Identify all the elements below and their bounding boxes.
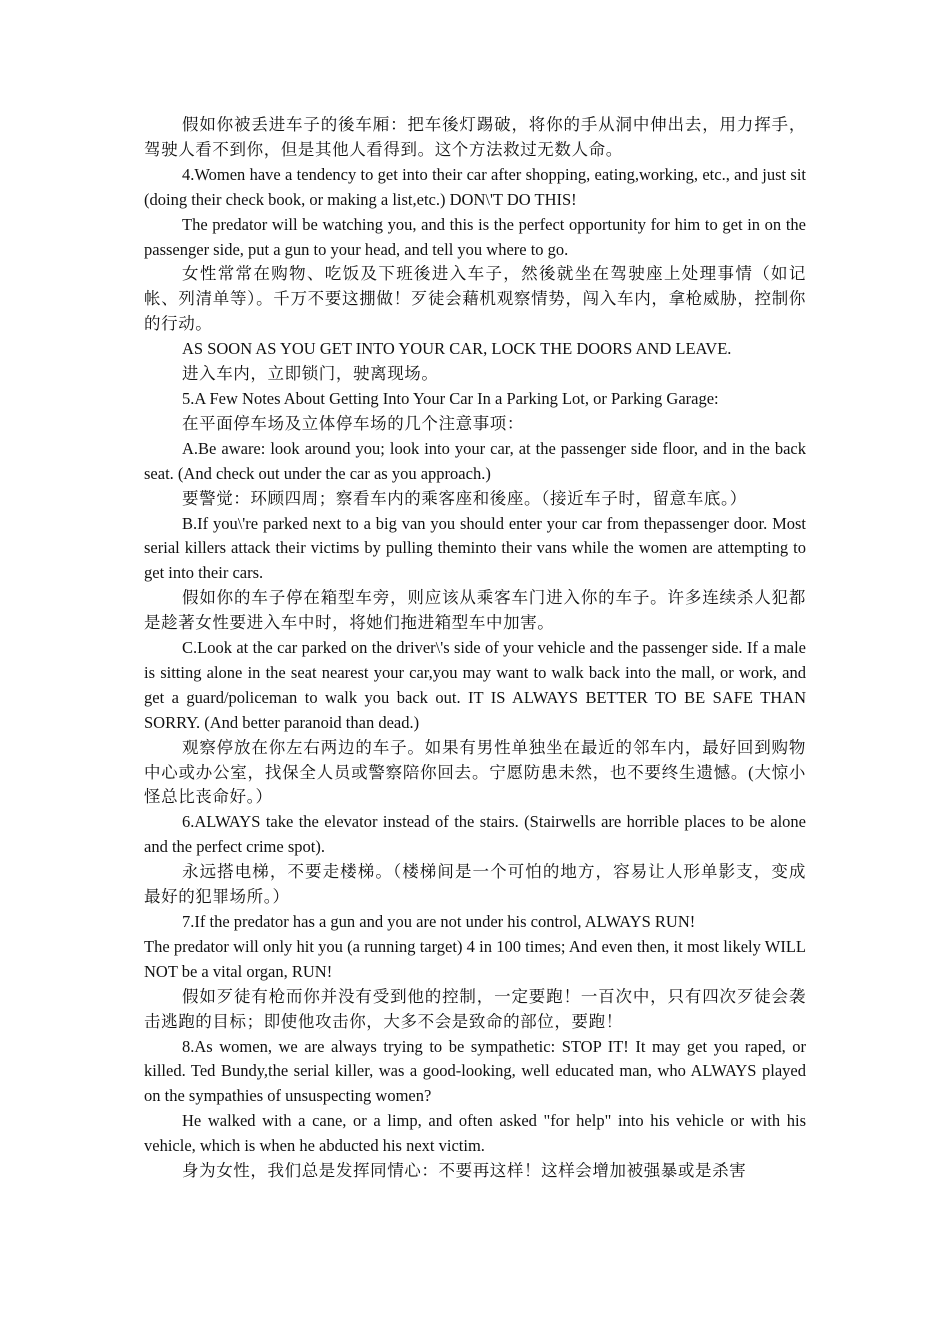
paragraph-lock-doors-zh: 进入车内，立即锁门，驶离现场。 xyxy=(182,364,439,384)
paragraph-tip-8-en: 8.As women, we are always trying to be sympathetic: STOP IT! It may get you raped, or killed. Ted Bundy,the serial killer, was a good-looking, well educated man, who ALWAYS played on the sympathies of unsuspecting women? xyxy=(144,1036,806,1106)
paragraph-tip-8-continued-en: He walked with a cane, or a limp, and often asked "for help" into his vehicle or with his vehicle, which is when he abducted his next victim. xyxy=(144,1111,806,1156)
paragraph-trunk-advice-zh: 假如你被丢进车子的後车厢：把车後灯踢破，将你的手从洞中伸出去，用力挥手，驾驶人看不到你，但是其他人看得到。这个方法救过无数人命。 xyxy=(144,115,806,159)
paragraph-tip-5-zh: 在平面停车场及立体停车场的几个注意事项： xyxy=(182,413,524,433)
paragraph-tip-5b-en: B.If you\'re parked next to a big van you should enter your car from thepassenger door. Most serial killers attack their victims by pulling theminto their vans while the women are attempting to get into their cars. xyxy=(144,513,806,583)
paragraph-tip-7-zh: 假如歹徒有枪而你并没有受到他的控制，一定要跑！一百次中，只有四次歹徒会袭击逃跑的目标；即使他攻击你，大多不会是致命的部位，要跑！ xyxy=(144,986,806,1031)
paragraph-tip-4-en: 4.Women have a tendency to get into their car after shopping, eating,working, etc., and just sit (doing their check book, or making a list,etc.) DON\'T DO THIS! xyxy=(144,164,806,209)
paragraph-lock-doors-en: AS SOON AS YOU GET INTO YOUR CAR, LOCK THE DOORS AND LEAVE. xyxy=(182,339,732,359)
paragraph-tip-5b-zh: 假如你的车子停在箱型车旁，则应该从乘客车门进入你的车子。许多连续杀人犯都是趁著女性要进入车中时，将她们拖进箱型车中加害。 xyxy=(144,588,806,633)
paragraph-tip-7-continued-en: The predator will only hit you (a running target) 4 in 100 times; And even then, it most likely WILL NOT be a vital organ, RUN! xyxy=(144,936,806,981)
paragraph-tip-5c-en: C.Look at the car parked on the driver\'s side of your vehicle and the passenger side. If a male is sitting alone in the seat nearest your car,you may want to walk back into the mall, or work, and get a guard/policeman to walk you back out. IT IS ALWAYS BETTER TO BE SAFE THAN SORRY. (And better paranoid than dead.) xyxy=(144,638,806,732)
paragraph-tip-6-en: 6.ALWAYS take the elevator instead of the stairs. (Stairwells are horrible places to be alone and the perfect crime spot). xyxy=(144,812,806,857)
paragraph-tip-5a-en: A.Be aware: look around you; look into your car, at the passenger side floor, and in the back seat. (And check out under the car as you approach.) xyxy=(144,438,806,483)
paragraph-predator-watching-en: The predator will be watching you, and this is the perfect opportunity for him to get in on the passenger side, put a gun to your head, and tell you where to go. xyxy=(144,214,806,259)
paragraph-tip-5a-zh: 要警觉：环顾四周；察看车内的乘客座和後座。（接近车子时，留意车底。） xyxy=(182,488,747,508)
paragraph-tip-4-zh: 女性常常在购物、吃饭及下班後进入车子，然後就坐在驾驶座上处理事情（如记帐、列清单等）。千万不要这掤做！歹徒会藉机观察情势，闯入车内，拿枪威胁，控制你的行动。 xyxy=(144,264,806,334)
paragraph-tip-5c-zh: 观察停放在你左右两边的车子。如果有男性单独坐在最近的邻车内，最好回到购物中心或办公室，找保全人员或警察陪你回去。宁愿防患未然，也不要终生遗憾。(大惊小怪总比丧命好。） xyxy=(144,737,806,807)
paragraph-tip-7-en: 7.If the predator has a gun and you are not under his control, ALWAYS RUN! xyxy=(182,912,696,931)
document-body xyxy=(144,113,806,1184)
paragraph-tip-5-en: 5.A Few Notes About Getting Into Your Car In a Parking Lot, or Parking Garage: xyxy=(182,388,719,408)
paragraph-tip-8-zh: 身为女性，我们总是发挥同情心：不要再这样！这样会增加被强暴或是杀害 xyxy=(182,1161,747,1181)
paragraph-tip-6-zh: 永远搭电梯，不要走楼梯。（楼梯间是一个可怕的地方，容易让人形单影支，变成最好的犯罪场所。） xyxy=(144,862,806,907)
